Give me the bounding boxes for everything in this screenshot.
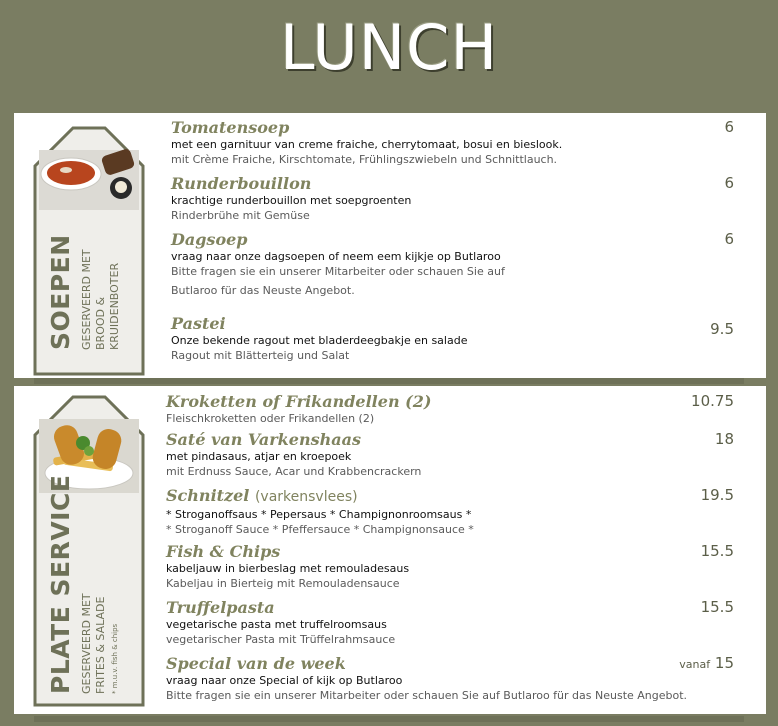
menu-item-runderbouillon [171, 174, 411, 223]
subtitle-line: KRUIDENBOTER [108, 262, 121, 350]
soup-bowl-photo [39, 148, 139, 210]
item-name: Kroketten of Frikandellen (2) [166, 392, 432, 411]
menu-item-pastei [171, 314, 467, 363]
menu-item-kroketten [166, 392, 431, 426]
item-description-nl: met pindasaus, atjar en kroepoek [166, 450, 352, 463]
menu-item-truffelpasta [166, 598, 395, 647]
item-name: Dagsoep [171, 230, 248, 249]
item-description-de: Rinderbrühe mit Gemüse [171, 209, 310, 222]
menu-item-dagsoep [171, 230, 505, 298]
item-name: Special van de week [166, 654, 346, 673]
item-name: Runderbouillon [171, 174, 312, 193]
subtitle-line: FRITES & SALADE [94, 596, 107, 694]
item-price: 15.5 [700, 542, 734, 560]
plate-service-heading: PLATE SERVICE [46, 474, 75, 694]
item-description-de: Bitte fragen sie ein unserer Mitarbeiter oder schauen Sie auf [171, 265, 505, 278]
item-description-de: Fleischkroketten oder Frikandellen (2) [166, 412, 375, 425]
item-description-nl: Onze bekende ragout met bladerdeegbakje en salade [171, 334, 468, 347]
menu-item-special [166, 654, 687, 703]
plate-service-subtitle [80, 593, 122, 694]
item-description-nl: vegetarische pasta met truffelroomsaus [166, 618, 387, 631]
item-description-de: Ragout mit Blätterteig und Salat [171, 349, 350, 362]
item-description-de: vegetarischer Pasta mit Trüffelrahmsauce [166, 633, 396, 646]
item-name: Tomatensoep [171, 118, 290, 137]
item-name: Pastei [171, 314, 226, 333]
item-description-nl: vraag naar onze Special of kijk op Butlaroo [166, 674, 403, 687]
item-description-de: * Stroganoff Sauce * Pfeffersauce * Champignonsauce * [166, 523, 474, 536]
menu-item-sate [166, 430, 421, 479]
section-divider [34, 378, 744, 384]
item-price: 6 [724, 230, 734, 248]
item-description-de: mit Crème Fraiche, Kirschtomate, Frühlingszwiebeln und Schnittlauch. [171, 153, 558, 166]
item-description-nl: vraag naar onze dagsoepen of neem eem kijkje op Butlaroo [171, 250, 501, 263]
item-name [166, 486, 474, 507]
item-name-suffix: (varkensvlees) [254, 489, 358, 505]
menu-item-tomatensoep [171, 118, 562, 167]
item-name: Saté van Varkenshaas [166, 430, 361, 449]
item-price: 15 [714, 654, 734, 672]
item-name: Fish & Chips [166, 542, 281, 561]
item-description-nl: krachtige runderbouillon met soepgroenten [171, 194, 412, 207]
item-description-de: Kabeljau in Bierteig mit Remouladensauce [166, 577, 400, 590]
menu-item-fish-chips [166, 542, 409, 591]
item-price: 10.75 [691, 392, 734, 410]
item-name: Truffelpasta [166, 598, 275, 617]
item-price: 19.5 [700, 486, 734, 504]
subtitle-line: GESERVEERD MET [80, 249, 93, 350]
item-price: 18 [714, 430, 734, 448]
section-divider [34, 716, 744, 722]
subtitle-note: * m.u.v. fish & chips [111, 623, 119, 694]
soepen-heading: SOEPEN [46, 234, 75, 350]
item-price: 15.5 [700, 598, 734, 616]
item-price: 9.5 [710, 320, 734, 338]
item-description-nl: met een garnituur van creme fraiche, cherrytomaat, bosui en bieslook. [171, 138, 563, 151]
item-name-main: Schnitzel [166, 486, 250, 505]
item-price: 6 [724, 174, 734, 192]
menu-item-schnitzel [166, 486, 474, 537]
item-description-nl: * Stroganoffsaus * Pepersaus * Champignonroomsaus * [166, 508, 472, 521]
subtitle-line: BROOD & [94, 296, 107, 350]
item-description-de: Bitte fragen sie ein unserer Mitarbeiter oder schauen Sie auf Butlaroo für das Neuste Angebot. [166, 689, 688, 702]
item-description-de-continued: Butlaroo für das Neuste Angebot. [171, 284, 355, 297]
subtitle-line: GESERVEERD MET [80, 593, 93, 694]
item-price: 6 [724, 118, 734, 136]
item-description-de: mit Erdnuss Sauce, Acar und Krabbencrackern [166, 465, 422, 478]
page-title: LUNCH [279, 11, 499, 84]
price-prefix: vanaf [679, 658, 711, 671]
item-price-special [679, 654, 734, 672]
soepen-subtitle [80, 249, 122, 350]
item-description-nl: kabeljauw in bierbeslag met remouladesaus [166, 562, 410, 575]
